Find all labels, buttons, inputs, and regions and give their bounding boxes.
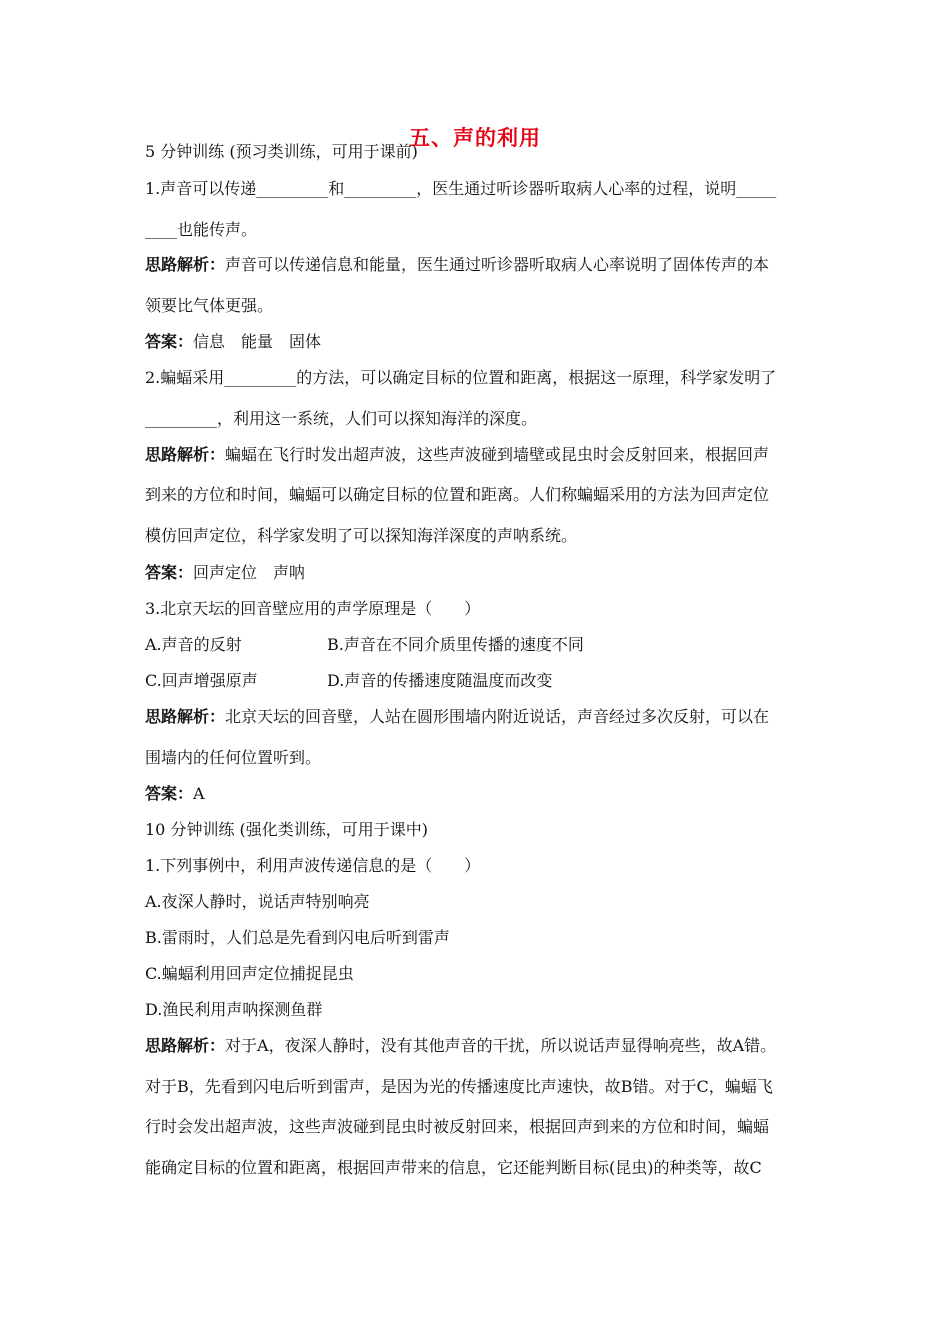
line-text: A	[193, 784, 205, 803]
page-title: 五、声的利用	[409, 126, 541, 150]
option-text: D.声音的传播速度随温度而改变	[327, 671, 553, 690]
text-line	[145, 178, 776, 200]
text-line	[145, 444, 769, 466]
line-text: D.渔民利用声呐探测鱼群	[145, 1000, 323, 1019]
line-text: C.蝙蝠利用回声定位捕捉昆虫	[145, 964, 354, 983]
line-text: _________，利用这一系统，人们可以探知海洋的深度。	[145, 409, 538, 428]
label-bold: 答案：	[145, 563, 194, 582]
text-line	[145, 1035, 776, 1057]
line-text: 信息 能量 固体	[193, 332, 322, 351]
text-line	[145, 634, 242, 656]
text-line	[145, 963, 354, 985]
text-line	[145, 706, 769, 728]
line-text: 1.下列事例中，利用声波传递信息的是（ ）	[145, 856, 481, 875]
text-line	[145, 670, 258, 692]
text-line	[145, 562, 305, 584]
line-text: 声音可以传递信息和能量，医生通过听诊器听取病人心率说明了固体传声的本	[225, 255, 770, 274]
line-text: 模仿回声定位，科学家发明了可以探知海洋深度的声呐系统。	[145, 526, 578, 545]
label-bold: 答案：	[145, 784, 194, 803]
text-line	[145, 855, 480, 877]
line-text: 蝙蝠在飞行时发出超声波，这些声波碰到墙壁或昆虫时会反射回来，根据回声	[225, 445, 770, 464]
label-bold: 思路解析：	[145, 445, 226, 464]
text-line	[145, 891, 370, 913]
text-line	[145, 1076, 773, 1098]
line-text: 10 分钟训练 (强化类训练，可用于课中)	[145, 820, 429, 839]
text-line	[145, 1116, 769, 1138]
text-line	[145, 484, 769, 506]
line-text: 1.声音可以传递_________和_________，医生通过听诊器听取病人心率的过程，说明_____	[145, 179, 777, 198]
option-text: B.声音在不同介质里传播的速度不同	[327, 635, 584, 654]
text-line	[145, 598, 480, 620]
text-line	[145, 525, 577, 547]
line-text: 行时会发出超声波，这些声波碰到昆虫时被反射回来，根据回声到来的方位和时间，蝙蝠	[145, 1117, 770, 1136]
line-text: 对于A，夜深人静时，没有其他声音的干扰，所以说话声显得响亮些，故A错。	[225, 1036, 777, 1055]
text-line	[145, 367, 776, 389]
label-bold: 答案：	[145, 332, 194, 351]
line-text: 围墙内的任何位置听到。	[145, 748, 322, 767]
line-text: 对于B，先看到闪电后听到雷声，是因为光的传播速度比声速快，故B错。对于C，蝙蝠飞	[145, 1077, 773, 1096]
text-line	[145, 819, 428, 841]
text-line	[145, 408, 537, 430]
label-bold: 思路解析：	[145, 707, 226, 726]
line-text: B.雷雨时，人们总是先看到闪电后听到雷声	[145, 928, 450, 947]
line-text: 2.蝙蝠采用_________的方法，可以确定目标的位置和距离，根据这一原理，科学家发明了	[145, 368, 777, 387]
line-text: 领要比气体更强。	[145, 296, 274, 315]
text-line	[145, 331, 321, 353]
text-line	[145, 219, 257, 241]
line-text: A.夜深人静时，说话声特别响亮	[145, 892, 370, 911]
text-line	[145, 141, 418, 163]
text-line	[145, 254, 769, 276]
line-text: 5 分钟训练 (预习类训练，可用于课前)	[145, 142, 418, 161]
text-line	[145, 1157, 762, 1179]
label-bold: 思路解析：	[145, 1036, 226, 1055]
line-text: ____也能传声。	[145, 220, 258, 239]
text-line	[145, 783, 205, 805]
line-text: 回声定位 声呐	[193, 563, 306, 582]
text-line	[145, 999, 322, 1021]
text-line	[145, 747, 321, 769]
line-text: 能确定目标的位置和距离，根据回声带来的信息，它还能判断目标(昆虫)的种类等，故C	[145, 1158, 762, 1177]
line-text: 北京天坛的回音壁，人站在圆形围墙内附近说话，声音经过多次反射，可以在	[225, 707, 770, 726]
label-bold: 思路解析：	[145, 255, 226, 274]
line-text: A.声音的反射	[145, 635, 242, 654]
text-line	[145, 295, 273, 317]
text-line	[145, 927, 450, 949]
line-text: 到来的方位和时间，蝙蝠可以确定目标的位置和距离。人们称蝙蝠采用的方法为回声定位	[145, 485, 770, 504]
line-text: C.回声增强原声	[145, 671, 258, 690]
line-text: 3.北京天坛的回音壁应用的声学原理是（ ）	[145, 599, 481, 618]
